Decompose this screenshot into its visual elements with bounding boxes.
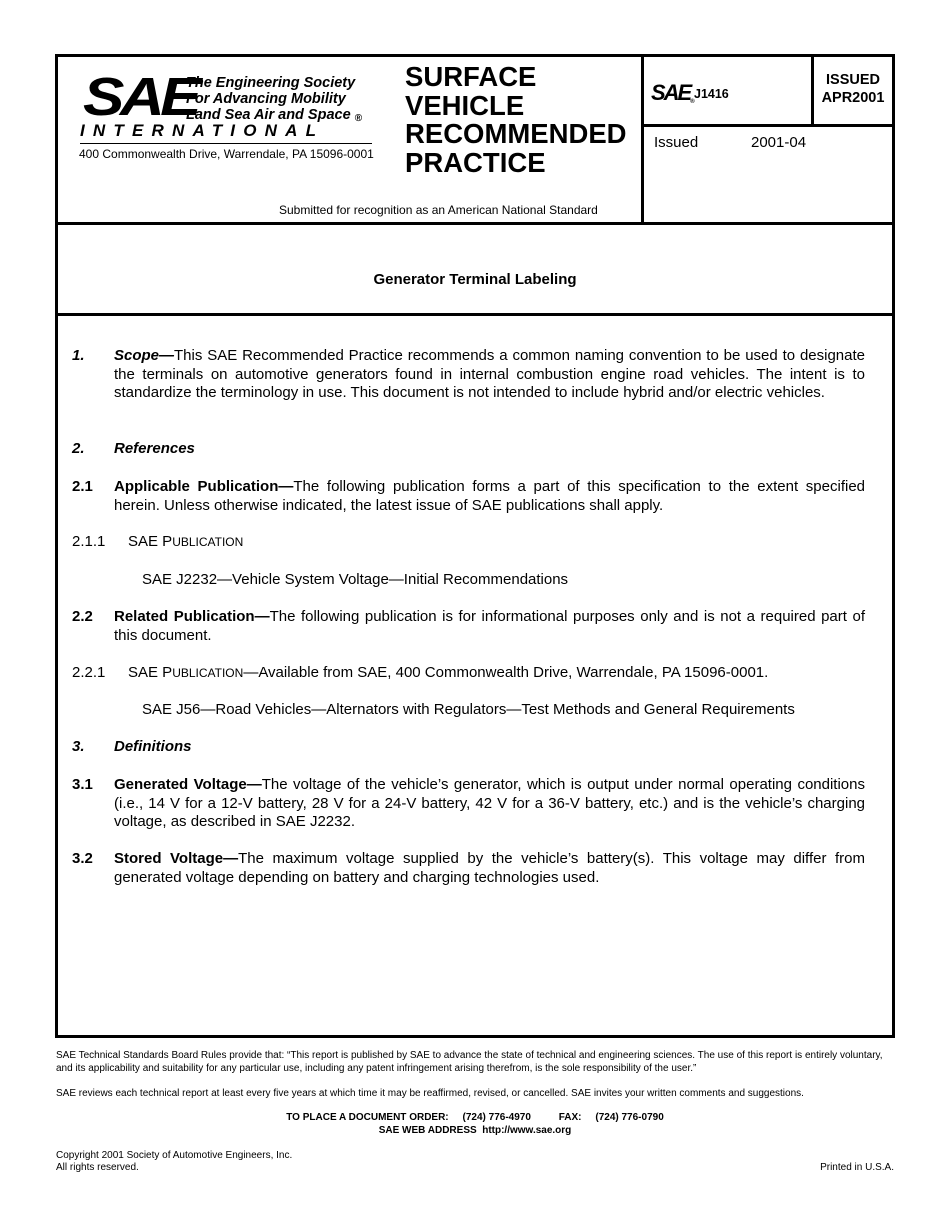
header-divider	[641, 54, 644, 225]
order-line: TO PLACE A DOCUMENT ORDER: (724) 776-4970 FAX: (724) 776-0790	[286, 1112, 664, 1123]
section-2-number: 2.	[72, 440, 85, 457]
section-3-number: 3.	[72, 738, 85, 755]
section-1-number: 1.	[72, 347, 85, 364]
sae-small-logo: SAE®	[651, 80, 695, 105]
section-2-1-1-number: 2.1.1	[72, 533, 106, 550]
web-address: SAE WEB ADDRESS http://www.sae.org	[378, 1125, 572, 1136]
frame-left	[55, 54, 58, 1038]
copyright: Copyright 2001 Society of Automotive Engineers, Inc.	[56, 1150, 293, 1161]
sae-address: 400 Commonwealth Drive, Warrendale, PA 15096-0001	[79, 147, 374, 161]
wordmark-rule	[80, 143, 372, 144]
reference-sae-j56: SAE J56—Road Vehicles—Alternators with Regulators—Test Methods and General Requirements	[142, 701, 795, 718]
printed-in: Printed in U.S.A.	[820, 1162, 894, 1173]
section-3-2-stored-voltage: Stored Voltage—The maximum voltage supplied by the vehicle’s battery(s). This voltage may differ from generated voltage depending on battery and charging technologies used.	[114, 850, 865, 886]
document-title: Generator Terminal Labeling	[373, 271, 577, 288]
section-2-1-applicable-publication: Applicable Publication—The following publication forms a part of this specification to the extent specified herein. Unless otherwise indicated, the latest issue of SAE publications shall apply.	[114, 478, 866, 514]
frame-title-bottom	[55, 313, 895, 316]
section-3-1-generated-voltage: Generated Voltage—The voltage of the vehicle’s generator, which is output under normal operating conditions (i.e., 14 V for a 12-V battery, 28 V for a 24-V battery, 42 V for a 36-V battery, etc.) and is the vehicle’s charging voltage, as described in SAE J2232.	[114, 776, 865, 830]
section-2-heading: References	[114, 440, 195, 457]
review-note: SAE reviews each technical report at least every five years at which time it may be reaffirmed, revised, or cancelled. SAE invites your written comments and suggestions.	[56, 1088, 804, 1099]
section-2-1-1-label: SAE PUBLICATION	[128, 533, 244, 550]
section-2-2-1-label: SAE PUBLICATION—Available from SAE, 400 Commonwealth Drive, Warrendale, PA 15096-0001.	[128, 664, 769, 681]
ansi-submission-note: Submitted for recognition as an American National Standard	[279, 203, 598, 217]
section-3-1-number: 3.1	[72, 776, 93, 793]
frame-top	[55, 54, 895, 57]
section-1-scope: Scope—This SAE Recommended Practice recommends a common naming convention to be used to designate the terminals on automotive generators found in internal combustion engine road vehicles. The intent is to standardize the terminology in use. This document is not intended to include hybrid and/or electric vehicles.	[114, 347, 865, 401]
section-2-2-related-publication: Related Publication—The following publication is for informational purposes only and is not a required part of this document.	[114, 608, 865, 644]
frame-header-bottom	[55, 222, 895, 225]
society-tagline: The Engineering Society For Advancing Mobility Land Sea Air and Space ®	[186, 75, 363, 124]
reference-sae-j2232: SAE J2232—Vehicle System Voltage—Initial Recommendations	[142, 571, 569, 588]
section-2-2-1-number: 2.2.1	[72, 664, 106, 681]
issued-date: 2001-04	[751, 134, 807, 151]
sae-logo: SAE	[83, 67, 197, 127]
rights-reserved: All rights reserved.	[56, 1162, 139, 1173]
tsb-rules-note: SAE Technical Standards Board Rules provide that: “This report is published by SAE to advance the state of technical and engineering sciences. The use of this report is entirely voluntary, and its applicability and suitability for any particular use, including any patent infringement arising therefrom, is the sole responsibility of the user.”	[56, 1050, 883, 1074]
international-wordmark: INTERNATIONAL	[80, 121, 325, 140]
issued-label: Issued	[654, 134, 699, 151]
section-3-2-number: 3.2	[72, 850, 93, 867]
frame-bottom	[55, 1035, 895, 1038]
document-type: SURFACE VEHICLE RECOMMENDED PRACTICE	[405, 61, 627, 178]
section-2-1-number: 2.1	[72, 478, 93, 495]
frame-right	[892, 54, 895, 1038]
issued-box-bottom	[641, 124, 895, 127]
section-2-2-number: 2.2	[72, 608, 93, 625]
document-number: J1416	[694, 87, 729, 101]
section-3-heading: Definitions	[114, 738, 192, 755]
issued-badge: ISSUED APR2001	[821, 72, 885, 106]
